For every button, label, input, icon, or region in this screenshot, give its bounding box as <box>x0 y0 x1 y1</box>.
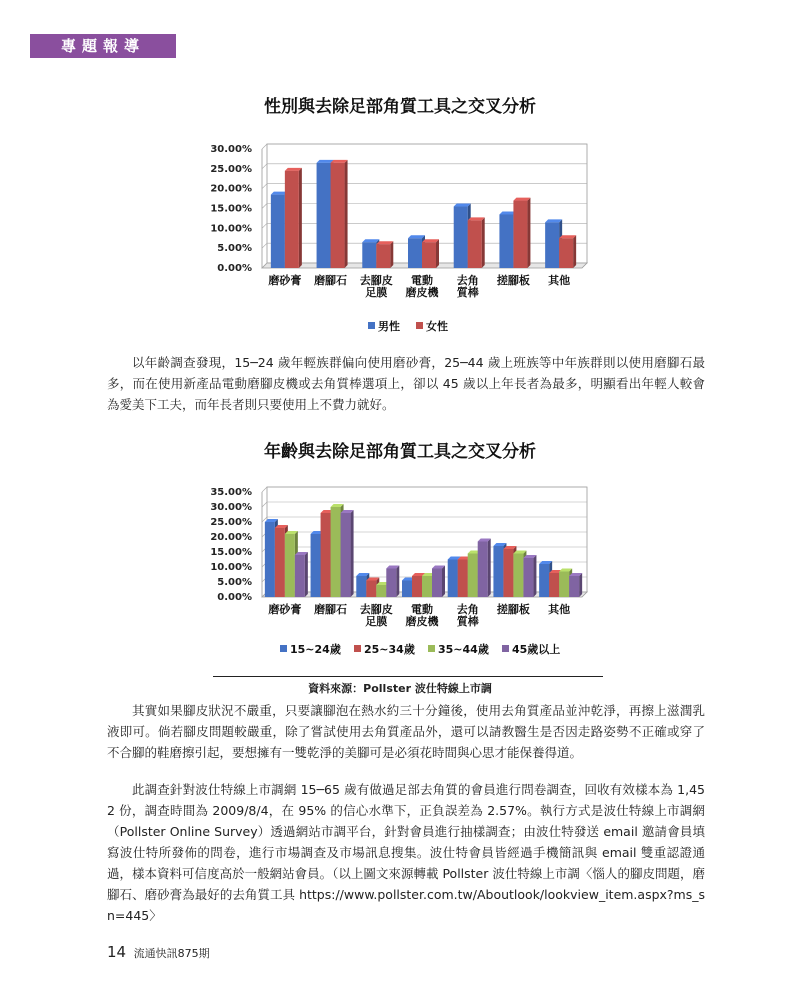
bar <box>432 569 442 598</box>
bar <box>539 564 549 597</box>
bar <box>285 171 299 268</box>
x-tick-label: 磨砂膏 <box>268 603 302 616</box>
bar-side <box>488 539 491 598</box>
bar <box>271 195 285 268</box>
bar <box>513 554 523 598</box>
gridline-depth <box>262 243 267 248</box>
gridline-depth <box>262 487 267 492</box>
chart-title: 年齡與去除足部角質工具之交叉分析 <box>264 442 536 462</box>
bar-side <box>579 573 582 597</box>
section-tag: 專題報導 <box>30 34 176 58</box>
bar-side <box>390 241 393 268</box>
bar-side <box>442 566 445 598</box>
bar <box>331 163 345 268</box>
bar <box>317 163 331 268</box>
source-note: 資料來源：Pollster 波仕特線上市調 <box>308 682 492 695</box>
bar <box>376 585 386 597</box>
gridline-depth <box>262 164 267 169</box>
legend-label: 35~44歲 <box>438 643 489 656</box>
bar <box>559 572 569 598</box>
bar <box>265 522 275 597</box>
advice-paragraph: 其實如果腳皮狀況不嚴重，只要讓腳泡在熱水約三十分鐘後，使用去角質產品並沖乾淨，再擦上滋潤乳液即可。倘若腳皮問題較嚴重，除了嘗試使用去角質產品外，還可以請教醫生是否因走路姿勢不正確或穿了不合腳的鞋磨擦引起，要想擁有一雙乾淨的美腳可是必須花時間與心思才能保養得道。 <box>107 703 705 760</box>
bar <box>468 220 482 268</box>
legend-label: 25~34歲 <box>364 643 415 656</box>
y-tick-label: 0.00% <box>217 592 252 603</box>
gridline-depth <box>262 144 267 149</box>
age-chart <box>0 437 800 667</box>
y-tick-label: 5.00% <box>217 243 252 255</box>
x-tick-label: 磨腳石 <box>314 603 348 616</box>
bar <box>386 569 396 598</box>
bar <box>513 201 527 268</box>
x-tick-label: 去腳皮 <box>359 274 393 287</box>
bar <box>412 576 422 597</box>
bar-side <box>396 566 399 598</box>
bar <box>362 242 376 268</box>
x-tick-label: 磨砂膏 <box>268 274 302 287</box>
legend-swatch <box>502 645 509 652</box>
bar <box>468 554 478 598</box>
x-tick-label: 電動 <box>411 603 433 616</box>
gender-chart <box>0 92 800 342</box>
x-tick-label: 其他 <box>548 603 571 616</box>
gridline-depth <box>262 223 267 228</box>
x-tick-label: 搓腳板 <box>496 603 530 616</box>
page-footer <box>107 943 210 961</box>
bar <box>422 576 432 597</box>
x-tick-label: 電動 <box>411 274 433 287</box>
publication-name: 流通快訊875期 <box>133 947 210 960</box>
bar-side <box>482 217 485 268</box>
x-tick-label: 磨皮機 <box>405 286 439 299</box>
source-divider <box>213 676 603 677</box>
x-tick-label: 磨腳石 <box>314 274 348 287</box>
y-tick-label: 30.00% <box>210 144 252 155</box>
bar <box>448 560 458 598</box>
page-number: 14 <box>107 943 127 961</box>
bar <box>559 238 573 268</box>
age-chart-svg <box>0 437 800 667</box>
bar <box>493 546 503 597</box>
bar <box>503 549 513 597</box>
legend-label: 45歲以上 <box>512 643 561 656</box>
y-tick-label: 0.00% <box>217 263 252 274</box>
y-tick-label: 20.00% <box>210 532 252 543</box>
methodology-paragraph: 此調查針對波仕特線上市調網 15─65 歲有做過足部去角質的會員進行問卷調查，回收有效樣本為 1,452 份，調查時間為 2009/8/4，在 95% 的信心水準下，正負誤差為 2.57%。執行方式是波仕特線上市調網（Pollster Online Survey）透過網站市調平台，針對會員進行抽樣調查；由波仕特發送 email 邀請會員填寫波仕特所發佈的問卷，進行市場調查及市場訊息搜集。波仕特會員皆經過手機簡訊與 email 雙重認證通過，樣本資料可信度高於一般網站會員。（以上圖文來源轉載 Pollster 波仕特線上市調〈惱人的腳皮問題，磨腳石、磨砂膏為最好的去角質工具 https://www.pollster.com.tw/Aboutlook/lookview_item.aspx?ms_sn=445〉 <box>107 782 705 923</box>
bar-side <box>533 555 536 597</box>
y-tick-label: 35.00% <box>210 487 252 498</box>
y-tick-label: 5.00% <box>217 577 252 588</box>
y-tick-label: 15.00% <box>210 203 252 215</box>
bar <box>569 576 579 597</box>
legend-swatch <box>416 322 423 329</box>
bar-side <box>305 552 308 597</box>
x-tick-label: 足膜 <box>365 286 388 299</box>
y-tick-label: 10.00% <box>210 223 252 235</box>
y-tick-label: 25.00% <box>210 163 252 175</box>
bar <box>366 581 376 598</box>
gridline-depth <box>262 184 267 189</box>
bar-side <box>527 198 530 268</box>
bar <box>454 207 468 268</box>
legend-label: 女性 <box>426 320 448 333</box>
legend-label: 男性 <box>378 320 400 333</box>
y-tick-label: 30.00% <box>210 502 252 513</box>
y-tick-label: 25.00% <box>210 517 252 528</box>
x-tick-label: 磨皮機 <box>405 615 439 628</box>
legend-swatch <box>354 645 361 652</box>
x-tick-label: 去腳皮 <box>359 603 393 616</box>
bar-side <box>436 239 439 268</box>
bar <box>285 534 295 597</box>
gender-chart-svg <box>0 92 800 342</box>
bar <box>376 244 390 268</box>
x-tick-label: 去角 <box>456 274 479 287</box>
bar-side <box>345 160 348 268</box>
gridline-depth <box>262 502 267 507</box>
bar <box>321 513 331 597</box>
chart-title: 性別與去除足部角質工具之交叉分析 <box>264 97 536 117</box>
legend-swatch <box>428 645 435 652</box>
bar <box>549 573 559 597</box>
bar-side <box>573 235 576 268</box>
y-tick-label: 20.00% <box>210 183 252 195</box>
bar-side <box>351 510 354 597</box>
age-finding-paragraph: 以年齡調查發現，15─24 歲年輕族群偏向使用磨砂膏，25─44 歲上班族等中年族群則以使用磨腳石最多，而在使用新產品電動磨腳皮機或去角質棒選項上，卻以 45 歲以上年長者為最多，明顯看出年輕人較會為愛美下工夫，而年長者則只要使用上不費力就好。 <box>107 355 705 412</box>
bar <box>478 542 488 598</box>
x-tick-label: 足膜 <box>365 615 388 628</box>
bar <box>422 242 436 268</box>
bar <box>341 513 351 597</box>
legend-label: 15~24歲 <box>290 643 341 656</box>
bar <box>295 555 305 597</box>
bar <box>458 560 468 598</box>
gridline-depth <box>262 204 267 209</box>
bar <box>545 222 559 268</box>
bar <box>356 576 366 597</box>
x-tick-label: 質棒 <box>456 615 479 628</box>
y-tick-label: 10.00% <box>210 562 252 573</box>
bar <box>499 214 513 268</box>
bar <box>331 507 341 597</box>
bar <box>523 558 533 597</box>
legend-swatch <box>280 645 287 652</box>
y-tick-label: 15.00% <box>210 547 252 558</box>
x-tick-label: 其他 <box>548 274 571 287</box>
x-tick-label: 搓腳板 <box>496 274 530 287</box>
legend-swatch <box>368 322 375 329</box>
bar <box>402 581 412 598</box>
bar <box>275 528 285 597</box>
bar <box>311 534 321 597</box>
bar-side <box>299 168 302 268</box>
bar <box>408 238 422 268</box>
x-tick-label: 質棒 <box>456 286 479 299</box>
x-tick-label: 去角 <box>456 603 479 616</box>
